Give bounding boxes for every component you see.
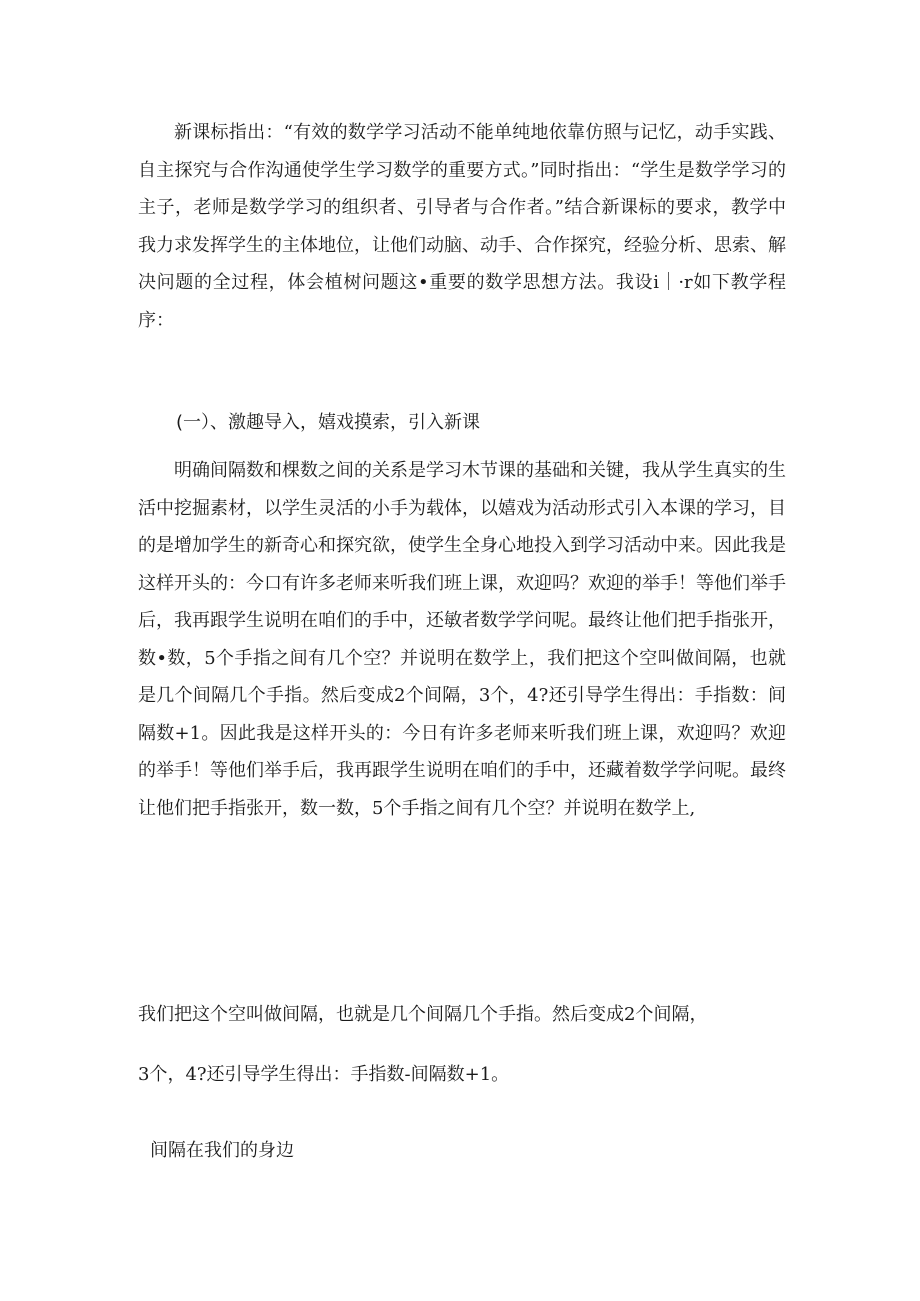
continuation-line-1: 我们把这个空叫做间隔，也就是几个间隔几个手指。然后变成2个间隔， <box>138 1004 708 1025</box>
figure-caption: 间隔在我们的身边 <box>150 1140 294 1161</box>
body-paragraph: 明确间隔数和棵数之间的关系是学习木节课的基础和关键，我从学生真实的生活中挖掘素材，以学生灵活的小手为载体，以嬉戏为活动形式引入本课的学习，目的是增加学生的新奇心和探究欲，使学生全身心地投入到学习活动中来。因此我是这样开头的：今口有许多老师来听我们班上课，欢迎吗？欢迎的举手！等他们举手后，我再跟学生说明在咱们的手中，还敏者数学学问呢。最终让他们把手指张开，数•数，5个手指之间有几个空？并说明在数学上，我们把这个空叫做间隔，也就是几个间隔几个手指。然后变成2个间隔，3个，4?还引导学生得出：手指数：间隔数+1。因此我是这样开头的：今日有许多老师来听我们班上课，欢迎吗？欢迎的举手！等他们举手后，我再跟学生说明在咱们的手中，还藏着数学学问呢。最终让他们把手指张开，数一数，5个手指之间有几个空？并说明在数学上, <box>138 460 786 819</box>
intro-paragraph: 新课标指出：“有效的数学学习活动不能单纯地依靠仿照与记忆，动手实践、自主探究与合作沟通使学生学习数学的重要方式。”同时指出：“学生是数学学习的主子，老师是数学学习的组织者、引导者与合作者。”结合新课标的要求，教学中我力求发挥学生的主体地位，让他们动脑、动手、合作探究，经验分析、思索、解决问题的全过程，体会植树问题这•重要的数学思想方法。我设i｜·r如下教学程序： <box>138 122 786 331</box>
section-heading: (一）、激趣导入，嬉戏摸索，引入新课 <box>176 412 481 433</box>
continuation-line-2: 3个，4?还引导学生得出：手指数-间隔数+1。 <box>138 1064 510 1085</box>
